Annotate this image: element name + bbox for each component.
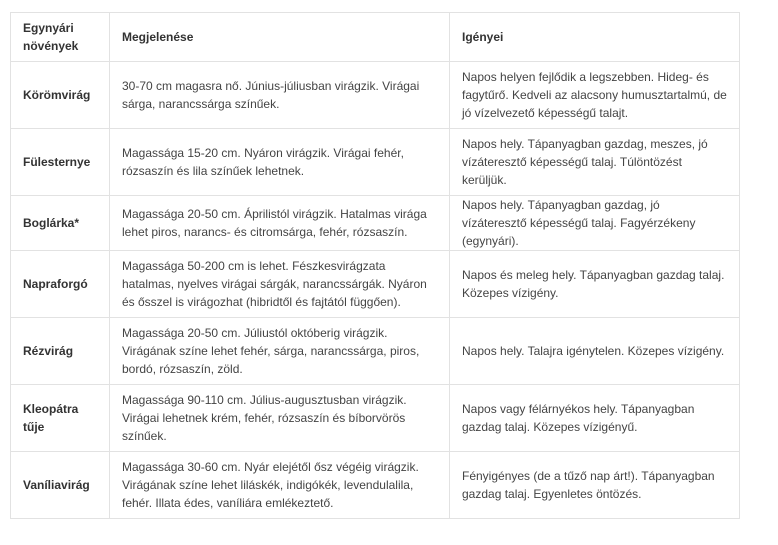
plant-appearance: Magassága 50-200 cm is lehet. Fészkesvirágzata hatalmas, nyelves virágai sárgák, narancssárgák. Nyáron és ősszel is virágozhat (hibridtől és fajtától függően).	[110, 251, 450, 318]
plant-needs: Fényigényes (de a tűző nap árt!). Tápanyagban gazdag talaj. Egyenletes öntözés.	[450, 452, 740, 519]
table-row	[11, 385, 740, 452]
plant-needs: Napos hely. Tápanyagban gazdag, jó vízáteresztő képességű talaj. Fagyérzékeny (egynyári).	[450, 196, 740, 251]
table-header-row	[11, 13, 740, 62]
plant-name: Fülesternye	[11, 129, 110, 196]
plant-appearance: Magassága 90-110 cm. Július-augusztusban virágzik. Virágai lehetnek krém, fehér, rózsaszín és bíborvörös színűek.	[110, 385, 450, 452]
table-row	[11, 129, 740, 196]
plant-needs: Napos és meleg hely. Tápanyagban gazdag talaj. Közepes vízigény.	[450, 251, 740, 318]
table-row	[11, 318, 740, 385]
plant-needs: Napos hely. Tápanyagban gazdag, meszes, jó vízáteresztő képességű talaj. Túlöntözést kerüljük.	[450, 129, 740, 196]
plant-needs: Napos helyen fejlődik a legszebben. Hideg- és fagytűrő. Kedveli az alacsony humusztartalmú, de jó vízelvezető képességű talajt.	[450, 62, 740, 129]
plant-name: Rézvirág	[11, 318, 110, 385]
plant-needs: Napos hely. Talajra igénytelen. Közepes vízigény.	[450, 318, 740, 385]
plant-table-container	[10, 12, 739, 519]
table-row	[11, 196, 740, 251]
table-row	[11, 452, 740, 519]
plant-appearance: Magassága 15-20 cm. Nyáron virágzik. Virágai fehér, rózsaszín és lila színűek lehetnek.	[110, 129, 450, 196]
plant-name: Napraforgó	[11, 251, 110, 318]
plant-appearance: Magassága 30-60 cm. Nyár elejétől ősz végéig virágzik. Virágának színe lehet liláskék, indigókék, levendulalila, fehér. Illata édes, vaníliára emlékeztető.	[110, 452, 450, 519]
plant-needs: Napos vagy félárnyékos hely. Tápanyagban gazdag talaj. Közepes vízigényű.	[450, 385, 740, 452]
header-needs: Igényei	[450, 13, 740, 62]
header-plants: Egynyári növények	[11, 13, 110, 62]
plant-name: Körömvirág	[11, 62, 110, 129]
plant-table	[10, 12, 740, 519]
plant-name: Vaníliavirág	[11, 452, 110, 519]
plant-appearance: 30-70 cm magasra nő. Június-júliusban virágzik. Virágai sárga, narancssárga színűek.	[110, 62, 450, 129]
table-row	[11, 251, 740, 318]
header-appearance: Megjelenése	[110, 13, 450, 62]
plant-name: Kleopátra tűje	[11, 385, 110, 452]
table-row	[11, 62, 740, 129]
plant-appearance: Magassága 20-50 cm. Júliustól októberig virágzik. Virágának színe lehet fehér, sárga, narancssárga, piros, bordó, rózsaszín, zöld.	[110, 318, 450, 385]
plant-name: Boglárka*	[11, 196, 110, 251]
plant-appearance: Magassága 20-50 cm. Áprilistól virágzik. Hatalmas virága lehet piros, narancs- és citromsárga, fehér, rózsaszín.	[110, 196, 450, 251]
